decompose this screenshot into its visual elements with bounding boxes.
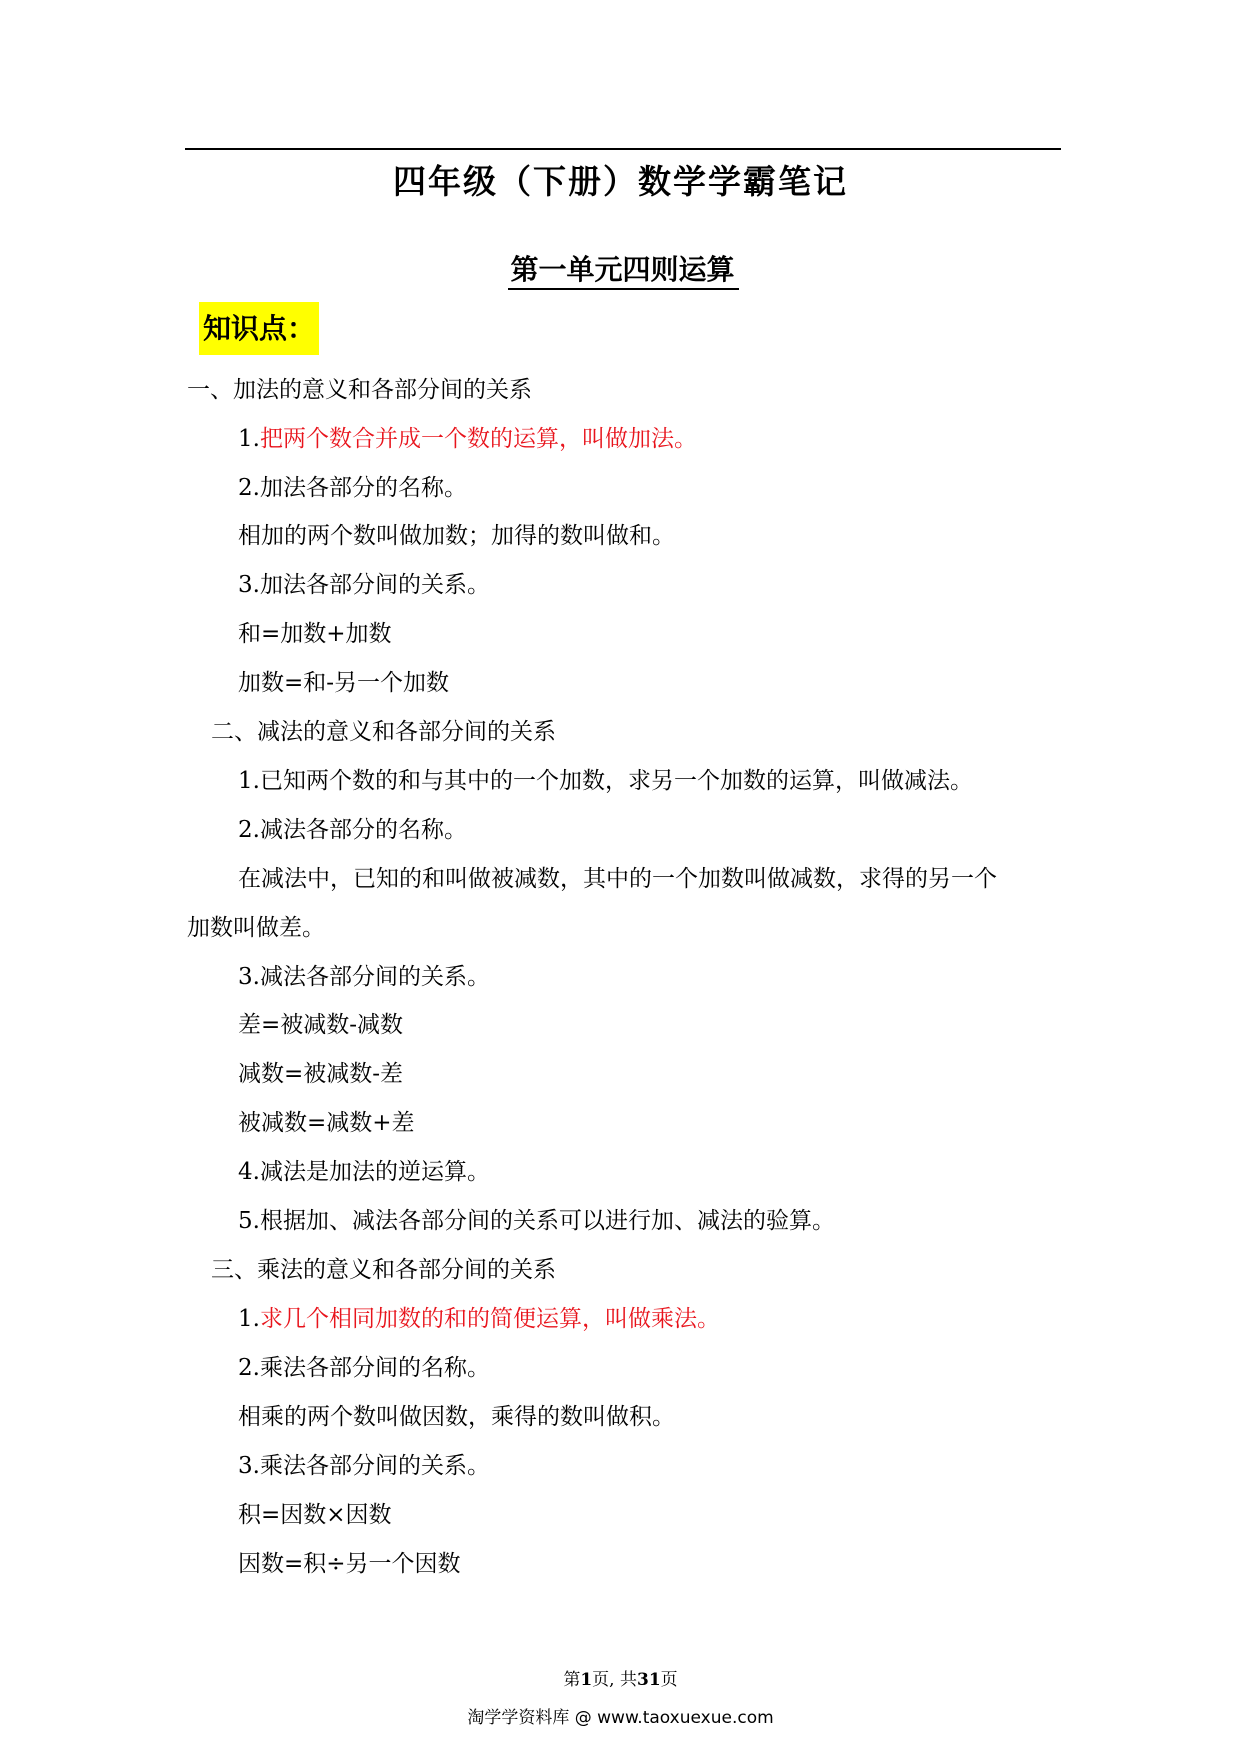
subtraction-formula-minuend: 被减数=减数+差 [238, 1110, 415, 1136]
multiplication-parts-name: 2.乘法各部分间的名称。 [238, 1355, 490, 1381]
page-number-prefix: 第 [563, 1670, 581, 1690]
addition-relations: 3.加法各部分间的关系。 [238, 572, 490, 598]
knowledge-points-label: 知识点： [199, 302, 319, 355]
addition-definition [238, 423, 697, 455]
section-heading-addition: 一、加法的意义和各部分间的关系 [187, 377, 532, 403]
subtraction-formula-difference: 差=被减数-减数 [238, 1012, 404, 1038]
unit-title [0, 250, 1241, 290]
section-heading-subtraction: 二、减法的意义和各部分间的关系 [211, 719, 556, 745]
page-number-total: 31 [636, 1670, 661, 1690]
page-number-middle: 页, 共 [592, 1670, 637, 1690]
addition-formula-addend: 加数=和-另一个加数 [238, 670, 450, 696]
subtraction-definition: 1.已知两个数的和与其中的一个加数，求另一个加数的运算，叫做减法。 [238, 768, 973, 794]
subtraction-parts-detail-2: 加数叫做差。 [187, 915, 325, 941]
subtraction-formula-subtrahend: 减数=被减数-差 [238, 1061, 404, 1087]
header-rule [185, 148, 1061, 150]
subtraction-parts-name: 2.减法各部分的名称。 [238, 817, 467, 843]
addition-parts-detail: 相加的两个数叫做加数；加得的数叫做和。 [238, 523, 675, 549]
subtraction-inverse-note: 4.减法是加法的逆运算。 [238, 1159, 490, 1185]
multiplication-parts-detail: 相乘的两个数叫做因数，乘得的数叫做积。 [238, 1404, 675, 1430]
multiplication-definition-text: 求几个相同加数的和的简便运算，叫做乘法。 [259, 1306, 720, 1332]
footer-site-credit: 淘学学资料库 @ www.taoxuexue.com [467, 1708, 774, 1728]
subtraction-parts-detail-1: 在减法中，已知的和叫做被减数，其中的一个加数叫做减数，求得的另一个 [238, 866, 997, 892]
addition-parts-name: 2.加法各部分的名称。 [238, 475, 467, 501]
addition-definition-number: 1. [238, 426, 260, 452]
multiplication-formula-factor: 因数=积÷另一个因数 [238, 1551, 461, 1577]
unit-title-text: 第一单元四则运算 [508, 253, 738, 290]
multiplication-formula-product: 积=因数×因数 [238, 1502, 392, 1528]
multiplication-relations: 3.乘法各部分间的关系。 [238, 1453, 490, 1479]
page-number [0, 1668, 1241, 1692]
multiplication-definition [238, 1303, 720, 1335]
document-title: 四年级（下册）数学学霸笔记 [393, 162, 848, 201]
subtraction-relations: 3.减法各部分间的关系。 [238, 964, 490, 990]
subtraction-check-note: 5.根据加、减法各部分间的关系可以进行加、减法的验算。 [238, 1208, 835, 1234]
addition-definition-text: 把两个数合并成一个数的运算，叫做加法。 [259, 426, 697, 452]
section-heading-multiplication: 三、乘法的意义和各部分间的关系 [211, 1257, 556, 1283]
multiplication-definition-number: 1. [238, 1306, 260, 1332]
page-number-current: 1 [580, 1670, 593, 1690]
addition-formula-sum: 和=加数+加数 [238, 621, 392, 647]
page-number-suffix: 页 [660, 1670, 678, 1690]
